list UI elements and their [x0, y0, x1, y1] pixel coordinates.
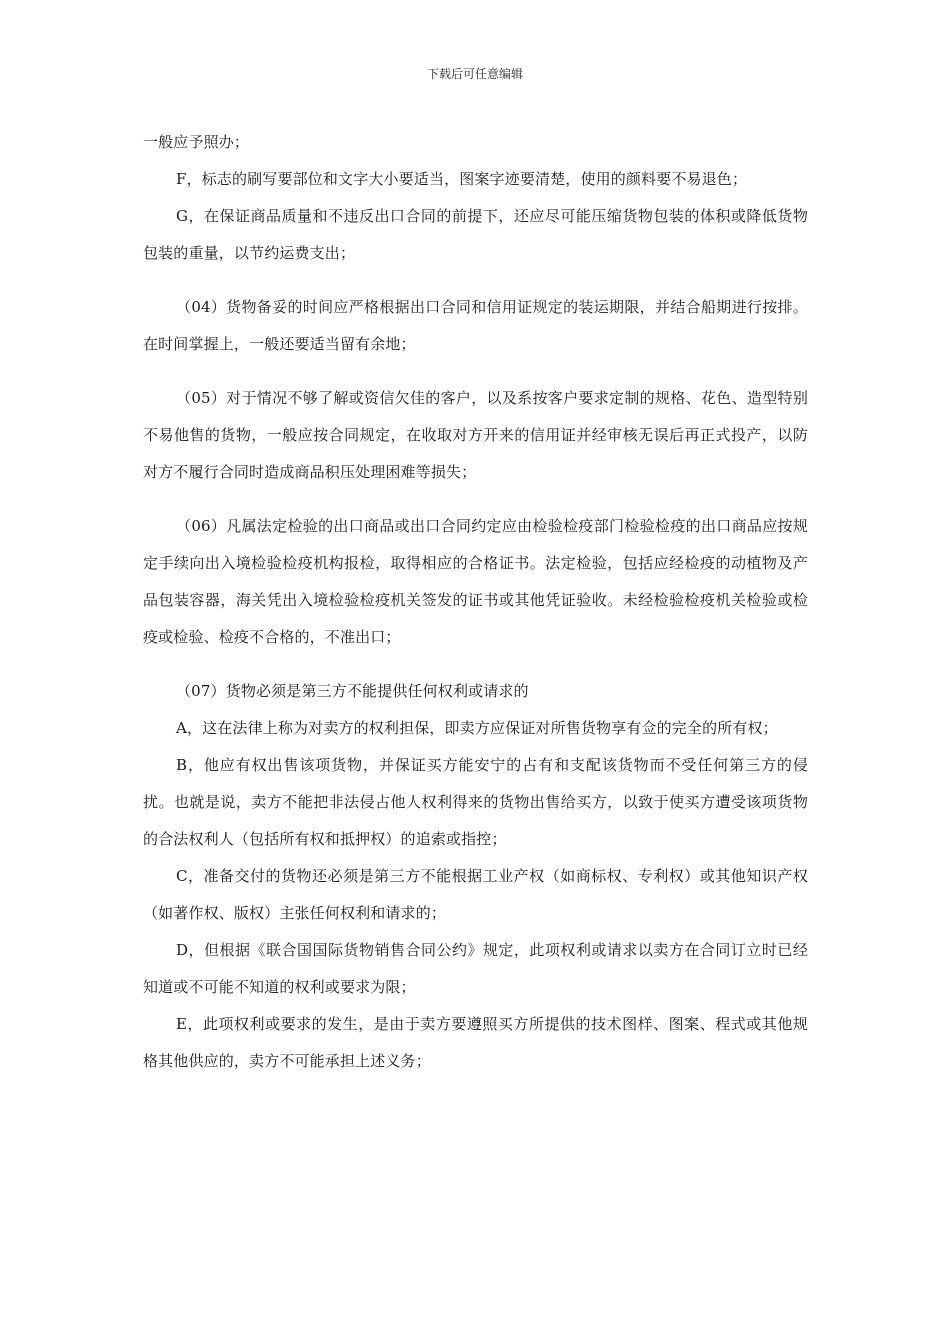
- paragraph-continuation: 一般应予照办；: [143, 133, 250, 151]
- paragraph-item-e: E，此项权利或要求的发生，是由于卖方要遵照买方所提供的技术图样、图案、程式或其他规格其他供应的，卖方不可能承担上述义务；: [143, 1015, 808, 1070]
- paragraph-item-c: C，准备交付的货物还必须是第三方不能根据工业产权（如商标权、专利权）或其他知识产权（如著作权、版权）主张任何权利和请求的；: [143, 867, 808, 922]
- paragraph-section-06: （06）凡属法定检验的出口商品或出口合同约定应由检验检疫部门检验检疫的出口商品应按规定手续向出入境检验检疫机构报检，取得相应的合格证书。法定检验，包括应经检疫的动植物及产品包装容器，海关凭出入境检验检疫机关签发的证书或其他凭证验收。未经检验检疫机关检验或检疫或检验、检疫不合格的，不准出口；: [143, 517, 808, 646]
- paragraph-section-07: （07）货物必须是第三方不能提供任何权利或请求的: [176, 682, 529, 700]
- paragraph-item-d: D，但根据《联合国国际货物销售合同公约》规定，此项权利或请求以卖方在合同订立时已经知道或不可能不知道的权利或要求为限；: [143, 941, 808, 996]
- page-header: 下载后可任意编辑: [426, 67, 523, 81]
- document-body: [143, 124, 808, 1080]
- paragraph-item-a: A，这在法律上称为对卖方的权利担保，即卖方应保证对所售货物享有佥的完全的所有权；: [176, 719, 778, 737]
- paragraph-section-05: （05）对于情况不够了解或资信欠佳的客户，以及系按客户要求定制的规格、花色、造型特别不易他售的货物，一般应按合同规定，在收取对方开来的信用证并经审核无误后再正式投产，以防对方不履行合同时造成商品积压处理困难等损失；: [143, 389, 808, 481]
- paragraph-item-b: B，他应有权出售该项货物，并保证买方能安宁的占有和支配该货物而不受任何第三方的侵扰。也就是说，卖方不能把非法侵占他人权利得来的货物出售给买方，以致于使买方遭受该项货物的合法权利人（包括所有权和抵押权）的追索或指控；: [143, 756, 808, 848]
- paragraph-item-f: F，标志的刷写要部位和文字大小要适当，图案字迹要清楚，使用的颜料要不易退色；: [176, 170, 748, 188]
- paragraph-section-04: （04）货物备妥的时间应严格根据出口合同和信用证规定的装运期限，并结合船期进行按排。在时间掌握上，一般还要适当留有余地；: [143, 298, 808, 353]
- paragraph-item-g: G，在保证商品质量和不违反出口合同的前提下，还应尽可能压缩货物包装的体积或降低货物包装的重量，以节约运费支出；: [143, 207, 808, 262]
